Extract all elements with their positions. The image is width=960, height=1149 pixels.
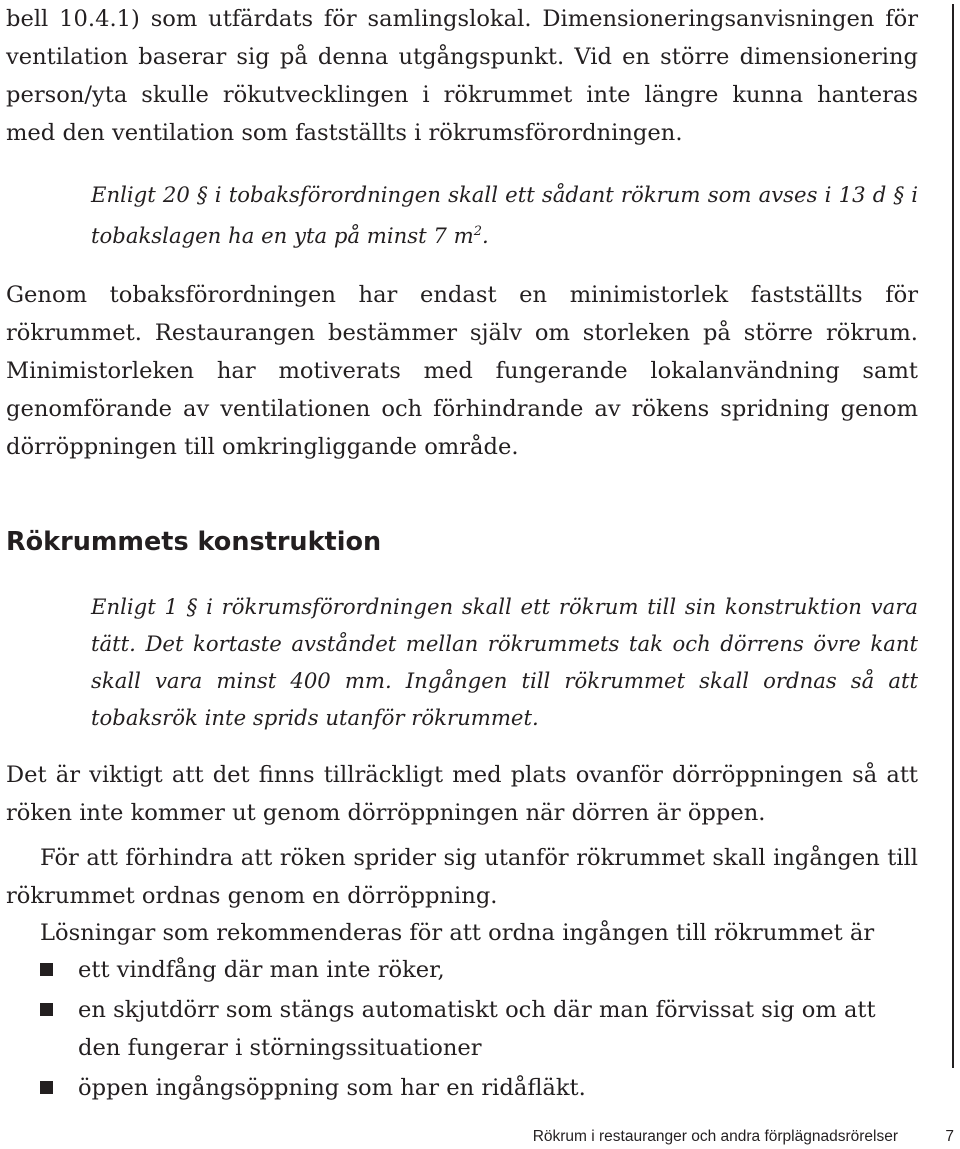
- margin-rule: [952, 4, 954, 1068]
- paragraph-space-above-door: Det är viktigt att det finns tillräckligt med plats ovanför dörröppningen så att röken inte kommer ut genom dörröppningen när dörren är öppen.: [6, 762, 918, 826]
- list-item: [6, 1069, 918, 1107]
- square-bullet-icon: [40, 963, 53, 976]
- list-item: [6, 991, 918, 1067]
- page-footer: [0, 1127, 960, 1149]
- list-item-text: öppen ingångsöppning som har en ridåfläkt.: [78, 1075, 586, 1101]
- square-bullet-icon: [40, 1003, 53, 1016]
- paragraph-minimum-size: Genom tobaksförordningen har endast en minimistorlek fastställts för rökrummet. Restaurangen bestämmer själv om storleken på större rökrum. Minimistorleken har motiverats med fungerande lokalanvändning samt genomförande av ventilationen och förhindrande av rökens spridning genom dörröppningen till omkringliggande område.: [6, 282, 918, 460]
- paragraph-solutions: Lösningar som rekommenderas för att ordna ingången till rökrummet är: [40, 920, 875, 946]
- section-heading: Rökrummets konstruktion: [6, 527, 382, 557]
- quote-tobacco-regulation: [91, 176, 918, 254]
- paragraph-entrance: För att förhindra att röken sprider sig utanför rökrummet skall ingången till rökrummet ordnas genom en dörröppning.: [6, 845, 918, 909]
- page-number: 7: [945, 1128, 954, 1145]
- list-item-text: ett vindfång där man inte röker,: [78, 957, 445, 983]
- quote-smoking-room-regulation: Enligt 1 § i rökrumsförordningen skall ett rökrum till sin konstruktion vara tätt. Det kortaste avståndet mellan rökrummets tak och dörrens övre kant skall vara minst 400 mm. Ingången till rökrummet skall ordnas så att tobaksrök inte sprids utanför rökrummet.: [91, 594, 918, 730]
- list-item-text: en skjutdörr som stängs automatiskt och där man förvissat sig om att den fungerar i störningssituationer: [78, 997, 876, 1061]
- quote-tobacco-regulation-end: .: [482, 223, 489, 248]
- superscript-two: 2: [473, 224, 483, 239]
- footer-title: Rökrum i restauranger och andra förplägnadsrörelser: [532, 1128, 898, 1145]
- solutions-list: [6, 951, 918, 1107]
- square-bullet-icon: [40, 1081, 53, 1094]
- paragraph-intro: bell 10.4.1) som utfärdats för samlingslokal. Dimensioneringsanvisningen för ventilation baserar sig på denna utgångspunkt. Vid en större dimensionering person/yta skulle rökutvecklingen i rökrummet inte längre kunna hanteras med den ventilation som fastställts i rökrumsförordningen.: [6, 6, 918, 146]
- list-item: [6, 951, 918, 989]
- quote-tobacco-regulation-text: Enligt 20 § i tobaksförordningen skall ett sådant rökrum som avses i 13 d § i tobakslagen ha en yta på minst 7 m: [91, 182, 918, 248]
